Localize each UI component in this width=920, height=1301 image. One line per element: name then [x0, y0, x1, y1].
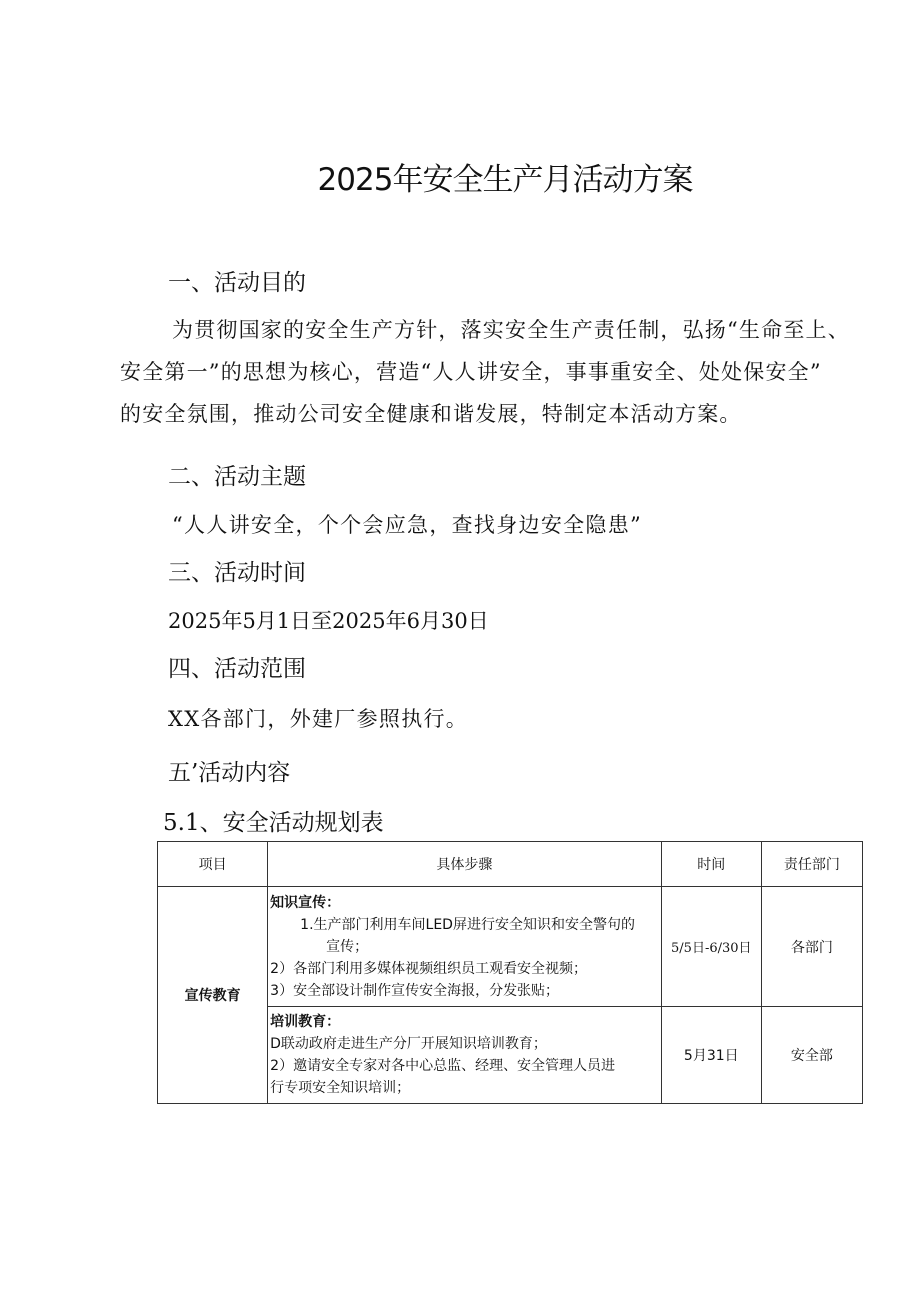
table-header-cell: 项目	[158, 842, 268, 887]
step-item: D联动政府走进生产分厂开展知识培训教育；	[270, 1036, 547, 1052]
section-1-paragraph	[120, 309, 890, 435]
steps-cell	[268, 887, 662, 1007]
table-header-row	[158, 842, 863, 887]
step-item-continuation: 宣传；	[326, 938, 369, 955]
section-3-dates: 2025年5月1日至2025年6月30日	[168, 609, 489, 633]
section-5-1-heading: 5.1、安全活动规划表	[163, 810, 384, 836]
dept-cell: 各部门	[761, 887, 862, 1007]
category-cell: 宣传教育	[158, 887, 268, 1104]
section-1-heading: 一、活动目的	[168, 270, 306, 296]
steps-title: 培训教育：	[270, 1014, 341, 1030]
section-2-heading: 二、活动主题	[168, 464, 306, 490]
section-2-theme: “人人讲安全，个个会应急，查找身边安全隐患”	[172, 513, 643, 537]
step-item-continuation: 行专项安全知识培训；	[270, 1080, 411, 1096]
steps-cell	[268, 1007, 662, 1104]
paragraph-line: 的安全氛围，推动公司安全健康和谐发展，特制定本活动方案。	[120, 402, 742, 426]
table-row	[158, 887, 863, 1007]
step-item: 2）邀请安全专家对各中心总监、经理、安全管理人员进	[270, 1058, 616, 1074]
table-header-cell: 具体步骤	[268, 842, 662, 887]
paragraph-line: 为贯彻国家的安全生产方针，落实安全生产责任制，弘扬“生命至上、	[172, 318, 850, 342]
section-5-heading: 五’活动内容	[168, 760, 291, 786]
paragraph-line: 安全第一”的思想为核心，营造“人人讲安全，事事重安全、处处保安全”	[120, 360, 822, 384]
time-cell: 5/5日-6/30日	[661, 887, 761, 1007]
steps-title: 知识宣传：	[270, 894, 341, 911]
section-4-scope: XX各部门，外建厂参照执行。	[168, 707, 469, 731]
step-item: 1.生产部门利用车间LED屏进行安全知识和安全警句的	[300, 916, 635, 933]
section-3-heading: 三、活动时间	[168, 560, 306, 586]
section-4-heading: 四、活动范围	[168, 656, 306, 682]
step-item: 2）各部门利用多媒体视频组织员工观看安全视频；	[270, 960, 588, 977]
table-header-cell: 责任部门	[761, 842, 862, 887]
table-header-cell: 时间	[661, 842, 761, 887]
document-title: 2025年安全生产月活动方案	[317, 162, 693, 198]
step-item: 3）安全部设计制作宣传安全海报，分发张贴；	[270, 982, 560, 999]
activity-plan-table	[157, 841, 863, 1104]
time-cell: 5月31日	[661, 1007, 761, 1104]
dept-cell: 安全部	[761, 1007, 862, 1104]
